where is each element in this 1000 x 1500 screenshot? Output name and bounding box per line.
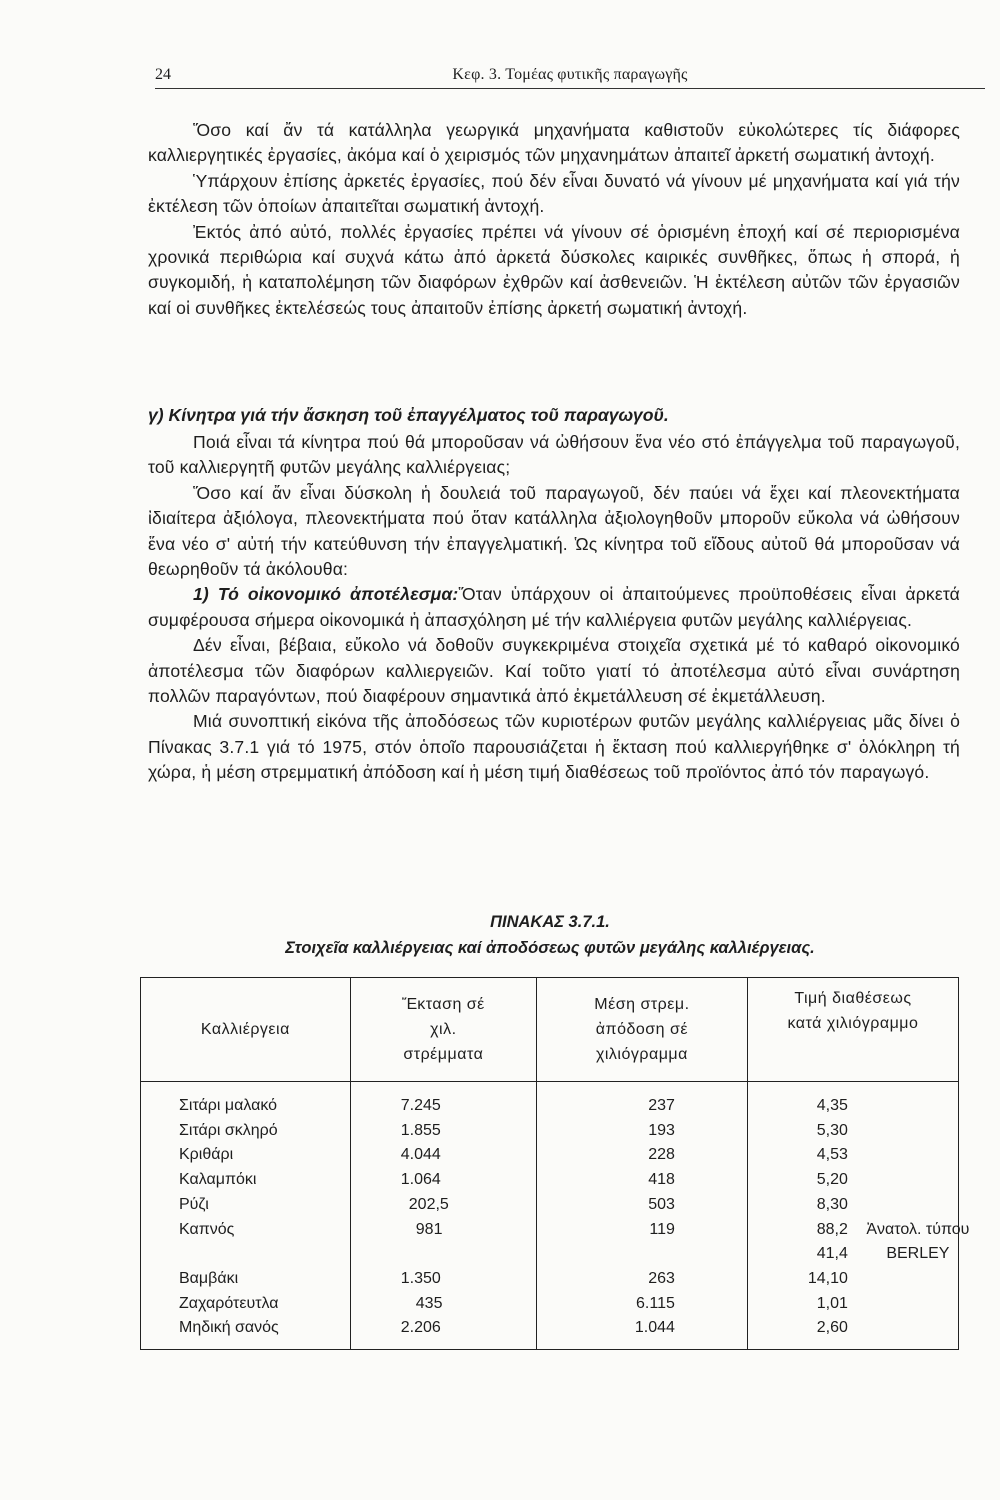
- table-row: Σιτάρι μαλακό 7.245 237 4,35: [141, 1094, 959, 1119]
- table-row: Βαμβάκι 1.350 263 14,10: [141, 1267, 959, 1292]
- running-title: Κεφ. 3. Τομέας φυτικῆς παραγωγῆς: [452, 66, 688, 83]
- section-heading: γ) Κίνητρα γιά τήν ἄσκηση τοῦ ἐπαγγέλματος τοῦ παραγωγοῦ.: [148, 405, 669, 425]
- header-price: Τιμή διαθέσεως κατά χιλιόγραμμο: [747, 978, 958, 1082]
- paragraph: Ὅσο καί ἄν εἶναι δύσκολη ἡ δουλειά τοῦ παραγωγοῦ, δέν παύει νά ἔχει καί πλεονεκτήματα ἰδιαίτερα ἀξιόλογα, πλεονεκτήματα πού ὅταν κατάλληλα ἀξιολογηθοῦν μποροῦν εὔκολα νά ὠθήσουν ἕνα νέο σ' αὐτή τήν κατεύθυνση τήν ἐπαγγελματική. Ὡς κίνητρα τοῦ εἴδους αὐτοῦ θά μποροῦσαν νά θεωρηθοῦν τά ἀκόλουθα:: [148, 482, 960, 580]
- paragraph: Ποιά εἶναι τά κίνητρα πού θά μποροῦσαν νά ὠθήσουν ἕνα νέο στό ἐπάγγελμα τοῦ παραγωγοῦ, τοῦ καλλιεργητῆ φυτῶν μεγάλης καλλιέργειας;: [148, 432, 960, 478]
- table-row: Σιτάρι σκληρό 1.855 193 5,30: [141, 1119, 959, 1144]
- page-header: [155, 66, 985, 89]
- tobacco-type-note: Ἀνατολ. τύπου: [866, 1220, 970, 1238]
- section-text: [148, 430, 960, 786]
- page-number: 24: [155, 66, 171, 83]
- paragraph: Μιά συνοπτική εἰκόνα τῆς ἀποδόσεως τῶν κυριοτέρων φυτῶν μεγάλης καλλιέργειας μᾶς δίνει ὁ Πίνακας 3.7.1 γιά τό 1975, στόν ὁποῖο παρουσιάζεται ἡ ἔκταση πού καλλιεργήθηκε σ' ὁλόκληρη τή χώρα, ἡ μέση στρεμματική ἀπόδοση καί ἡ μέση τιμή διαθέσεως τοῦ προϊόντος ἀπό τόν παραγωγό.: [148, 711, 960, 783]
- table-row: Μηδική σανός 2.206 1.044 2,60: [141, 1316, 959, 1349]
- crop-data-table: [140, 977, 970, 1350]
- table-title: Στοιχεῖα καλλιέργειας καί ἀποδόσεως φυτῶν μεγάλης καλλιέργειας.: [285, 939, 815, 957]
- table-row: Ρύζι 202,5 503 8,30: [141, 1193, 959, 1218]
- list-item-text: Ὅταν ὑπάρχουν οἱ ἀπαιτούμενες προϋποθέσεις εἶναι ἀρκετά συμφέρουσα σήμερα οἰκονομικά ἡ ἀπασχόληση μέ τήν καλλιέργεια φυτῶν μεγάλης καλλιέργειας.: [148, 584, 960, 630]
- table-row: Κριθάρι 4.044 228 4,53: [141, 1143, 959, 1168]
- table-row: Καλαμπόκι 1.064 418 5,20: [141, 1168, 959, 1193]
- paragraph: Ἐκτός ἀπό αὐτό, πολλές ἐργασίες πρέπει νά γίνουν σέ ὁρισμένη ἐποχή καί σέ περιορισμένα χρονικά περιθώρια καί συχνά κάτω ἀπό ἀρκετά δύσκολες καιρικές συνθῆκες, ὅπως ἡ σπορά, ἡ συγκομιδή, ἡ καταπολέμηση τῶν διαφόρων ἐχθρῶν καί ἀσθενειῶν. Ἡ ἐκτέλεση αὐτῶν τῶν ἐργασιῶν καί οἱ συνθῆκες ἐκτελέσεώς τους ἀπαιτοῦν ἐπίσης ἀρκετή σωματική ἀντοχή.: [148, 221, 960, 318]
- paragraph: Δέν εἶναι, βέβαια, εὔκολο νά δοθοῦν συγκεκριμένα στοιχεῖα σχετικά μέ τό καθαρό οἰκονομικό ἀποτέλεσμα τῶν διαφόρων καλλιεργειῶν. Καί τοῦτο γιατί τό ἀποτέλεσμα αὐτό εἶναι συνάρτηση πολλῶν παραγόντων, πού διαφέρουν σημαντικά ἀπό ἐκμετάλλευση σέ ἐκμετάλλευση.: [148, 635, 960, 707]
- tobacco-type-note: BERLEY: [886, 1245, 950, 1263]
- header-crop: Καλλιέργεια: [141, 978, 351, 1082]
- intro-text: [148, 118, 960, 321]
- list-item-economic-result: [148, 582, 960, 633]
- header-yield: Μέση στρεμ. ἀπόδοση σέ χιλιόγραμμα: [536, 978, 747, 1082]
- table-header-row: [141, 978, 959, 1082]
- paragraph: Ὑπάρχουν ἐπίσης ἀρκετές ἐργασίες, πού δέν εἶναι δυνατό νά γίνουν μέ μηχανήματα καί γιά τήν ἐκτέλεση τῶν ὁποίων ἀπαιτεῖται σωματική ἀντοχή.: [148, 170, 960, 217]
- table-row: Καπνός 981 119 88,2 Ἀνατολ. τύπου: [141, 1218, 959, 1243]
- list-item-label: 1) Τό οἰκονομικό ἀποτέλεσμα:: [193, 584, 459, 605]
- table-row: Ζαχαρότευτλα 435 6.115 1,01: [141, 1292, 959, 1317]
- table-number: ΠΙΝΑΚΑΣ 3.7.1.: [490, 913, 610, 931]
- header-area: Ἔκταση σέ χιλ. στρέμματα: [350, 978, 536, 1082]
- paragraph: Ὅσο καί ἄν τά κατάλληλα γεωργικά μηχανήματα καθιστοῦν εὐκολώτερες τίς διάφορες καλλιεργητικές ἐργασίες, ἀκόμα καί ὁ χειρισμός τῶν μηχανημάτων ἀπαιτεῖ ἀρκετή σωματική ἀντοχή.: [148, 120, 960, 166]
- table-row: 41,4 BERLEY: [141, 1242, 959, 1267]
